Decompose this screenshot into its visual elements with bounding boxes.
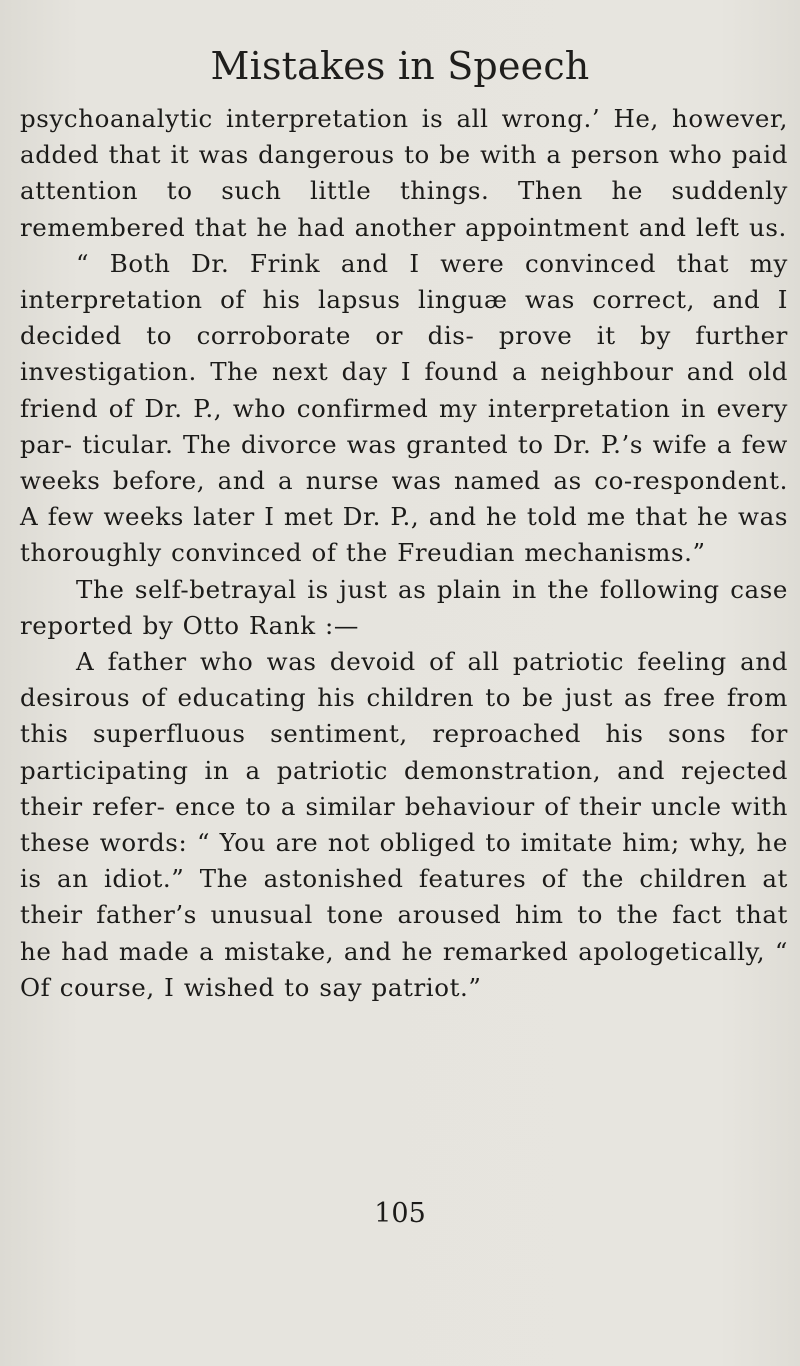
paragraph-3: The self-betrayal is just as plain in the following case reported by Otto Rank :— (20, 574, 788, 640)
body-text (20, 101, 788, 1006)
paragraph-4: A father who was devoid of all patriotic feeling and desirous of educating his children to be just as free from this superfluous sentiment, reproached his sons for participating in a patriotic demonstration, and rejected their refer- ence to a similar behaviour of their uncle with these words: “ You are not obliged to imitate him; why, he is an idiot.” The astonished features of the children at their father’s unusual tone aroused him to the fact that he had made a mistake, and he remarked apologetically, “ Of course, I wished to say patriot.” (20, 647, 788, 1002)
running-title: Mistakes in Speech (210, 44, 590, 88)
paragraph-1: psychoanalytic interpretation is all wrong.’ He, however, added that it was dangerous to be with a person who paid attention to such little things. Then he suddenly remembered that he had another appointment and left us. (20, 104, 788, 242)
paragraph-2: “ Both Dr. Frink and I were convinced that my interpretation of his lapsus linguæ was correct, and I decided to corroborate or dis- prove it by further investigation. The next day I found a neighbour and old friend of Dr. P., who confirmed my interpretation in every par- ticular. The divorce was granted to Dr. P.’s wife a few weeks before, and a nurse was named as co-respondent. A few weeks later I met Dr. P., and he told me that he was thoroughly convinced of the Freudian mechanisms.” (20, 248, 788, 568)
page-number: 105 (374, 1198, 426, 1229)
